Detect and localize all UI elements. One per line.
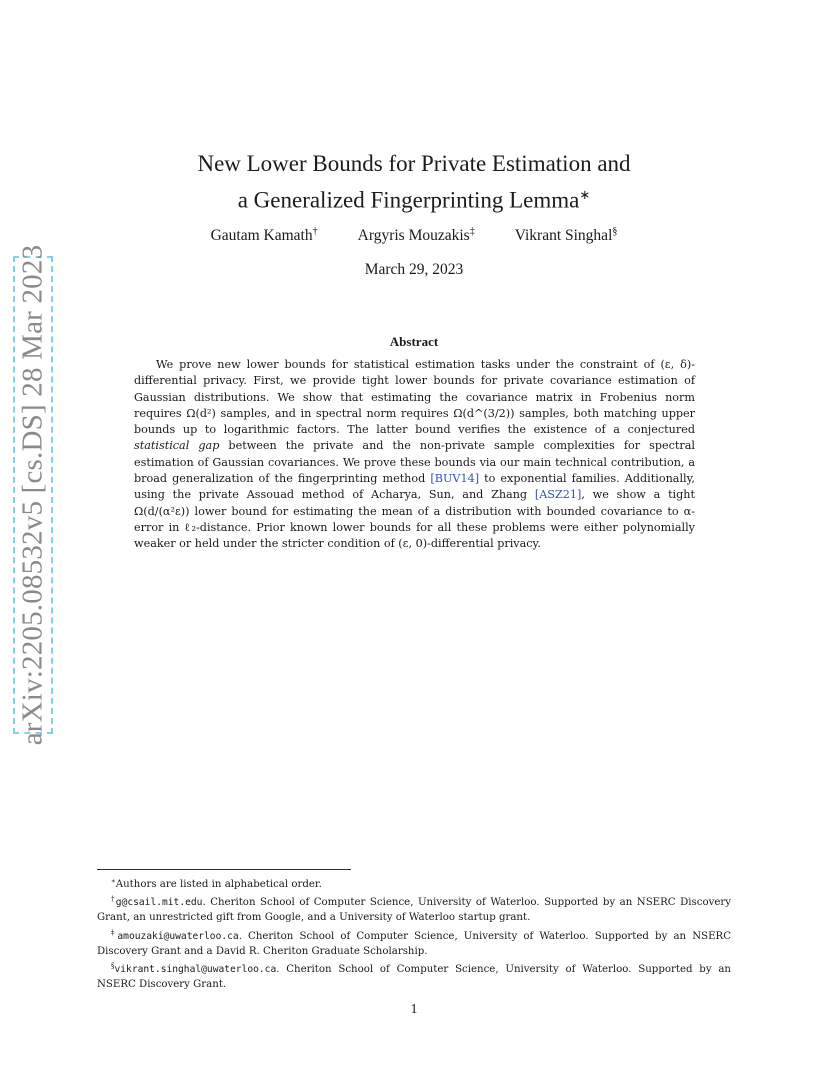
author-footnote-mark[interactable]: ‡ [469,226,475,237]
footnotes [97,874,731,992]
title-line-1: New Lower Bounds for Private Estimation and [197,151,631,176]
author-footnote-mark[interactable]: § [612,226,618,237]
author-mouzakis: Argyris Mouzakis‡ [357,226,475,244]
paper-date: March 29, 2023 [364,261,464,278]
paper-title [0,148,828,216]
email-link[interactable]: g@csail.mit.edu [115,897,203,909]
email-link[interactable]: vikrant.singhal@uwaterloo.ca [114,964,277,976]
citation-link[interactable]: [ASZ21] [534,488,582,502]
arxiv-stamp [13,244,53,746]
footnote: §vikrant.singhal@uwaterloo.ca. Cheriton School of Computer Science, University of Waterloo. Supported by an NSERC Discovery Grant. [97,962,731,991]
abstract-body: We prove new lower bounds for statistical estimation tasks under the constraint of (ε, δ)-differential privacy. First, we provide tight lower bounds for private covariance estimation of Gaussian distributions. We show that estimating the covariance matrix in Frobenius norm requires Ω(d²) samples, and in spectral norm requires Ω(d^(3/2)) samples, both matching upper bounds up to logarithmic factors. The latter bound verifies the existence of a conjectured statistical gap between the private and the non-private sample complexities for spectral estimation of Gaussian covariances. We prove these bounds via our main technical contribution, a broad generalization of the fingerprinting method [BUV14] to exponential families. Additionally, using the private Assouad method of Acharya, Sun, and Zhang [ASZ21], we show a tight Ω(d/(α²ε)) lower bound for estimating the mean of a distribution with bounded covariance to α-error in ℓ₂-distance. Prior known lower bounds for all these problems were either polynomially weaker or held under the stricter condition of (ε, 0)-differential privacy. [134,358,696,551]
author-footnote-mark[interactable]: † [312,226,318,237]
footnote-divider [97,869,351,870]
emphasis: statistical gap [134,439,220,453]
email-link[interactable]: amouzaki@uwaterloo.ca [117,930,239,942]
title-line-2: a Generalized Fingerprinting Lemma∗ [237,187,591,213]
author-kamath: Gautam Kamath† [210,226,318,244]
title-footnote-mark[interactable]: ∗ [579,187,591,202]
citation-link[interactable]: [BUV14] [430,472,480,486]
footnote: ‡amouzaki@uwaterloo.ca. Cheriton School of Computer Science, University of Waterloo. Supported by an NSERC Discovery Grant and a David R. Cheriton Graduate Scholarship. [97,928,732,957]
footnote: †g@csail.mit.edu. Cheriton School of Computer Science, University of Waterloo. Supported by an NSERC Discovery Grant, an unrestricted gift from Google, and a University of Waterloo startup grant. [97,895,732,924]
author-singhal: Vikrant Singhal§ [514,226,618,244]
page-number: 1 [410,1002,418,1017]
abstract-heading: Abstract [389,334,439,349]
footnote: ∗Authors are listed in alphabetical order. [111,877,322,890]
author-list [0,226,828,245]
arxiv-identifier[interactable]: arXiv:2205.08532v5 [cs.DS] 28 Mar 2023 [16,244,49,746]
